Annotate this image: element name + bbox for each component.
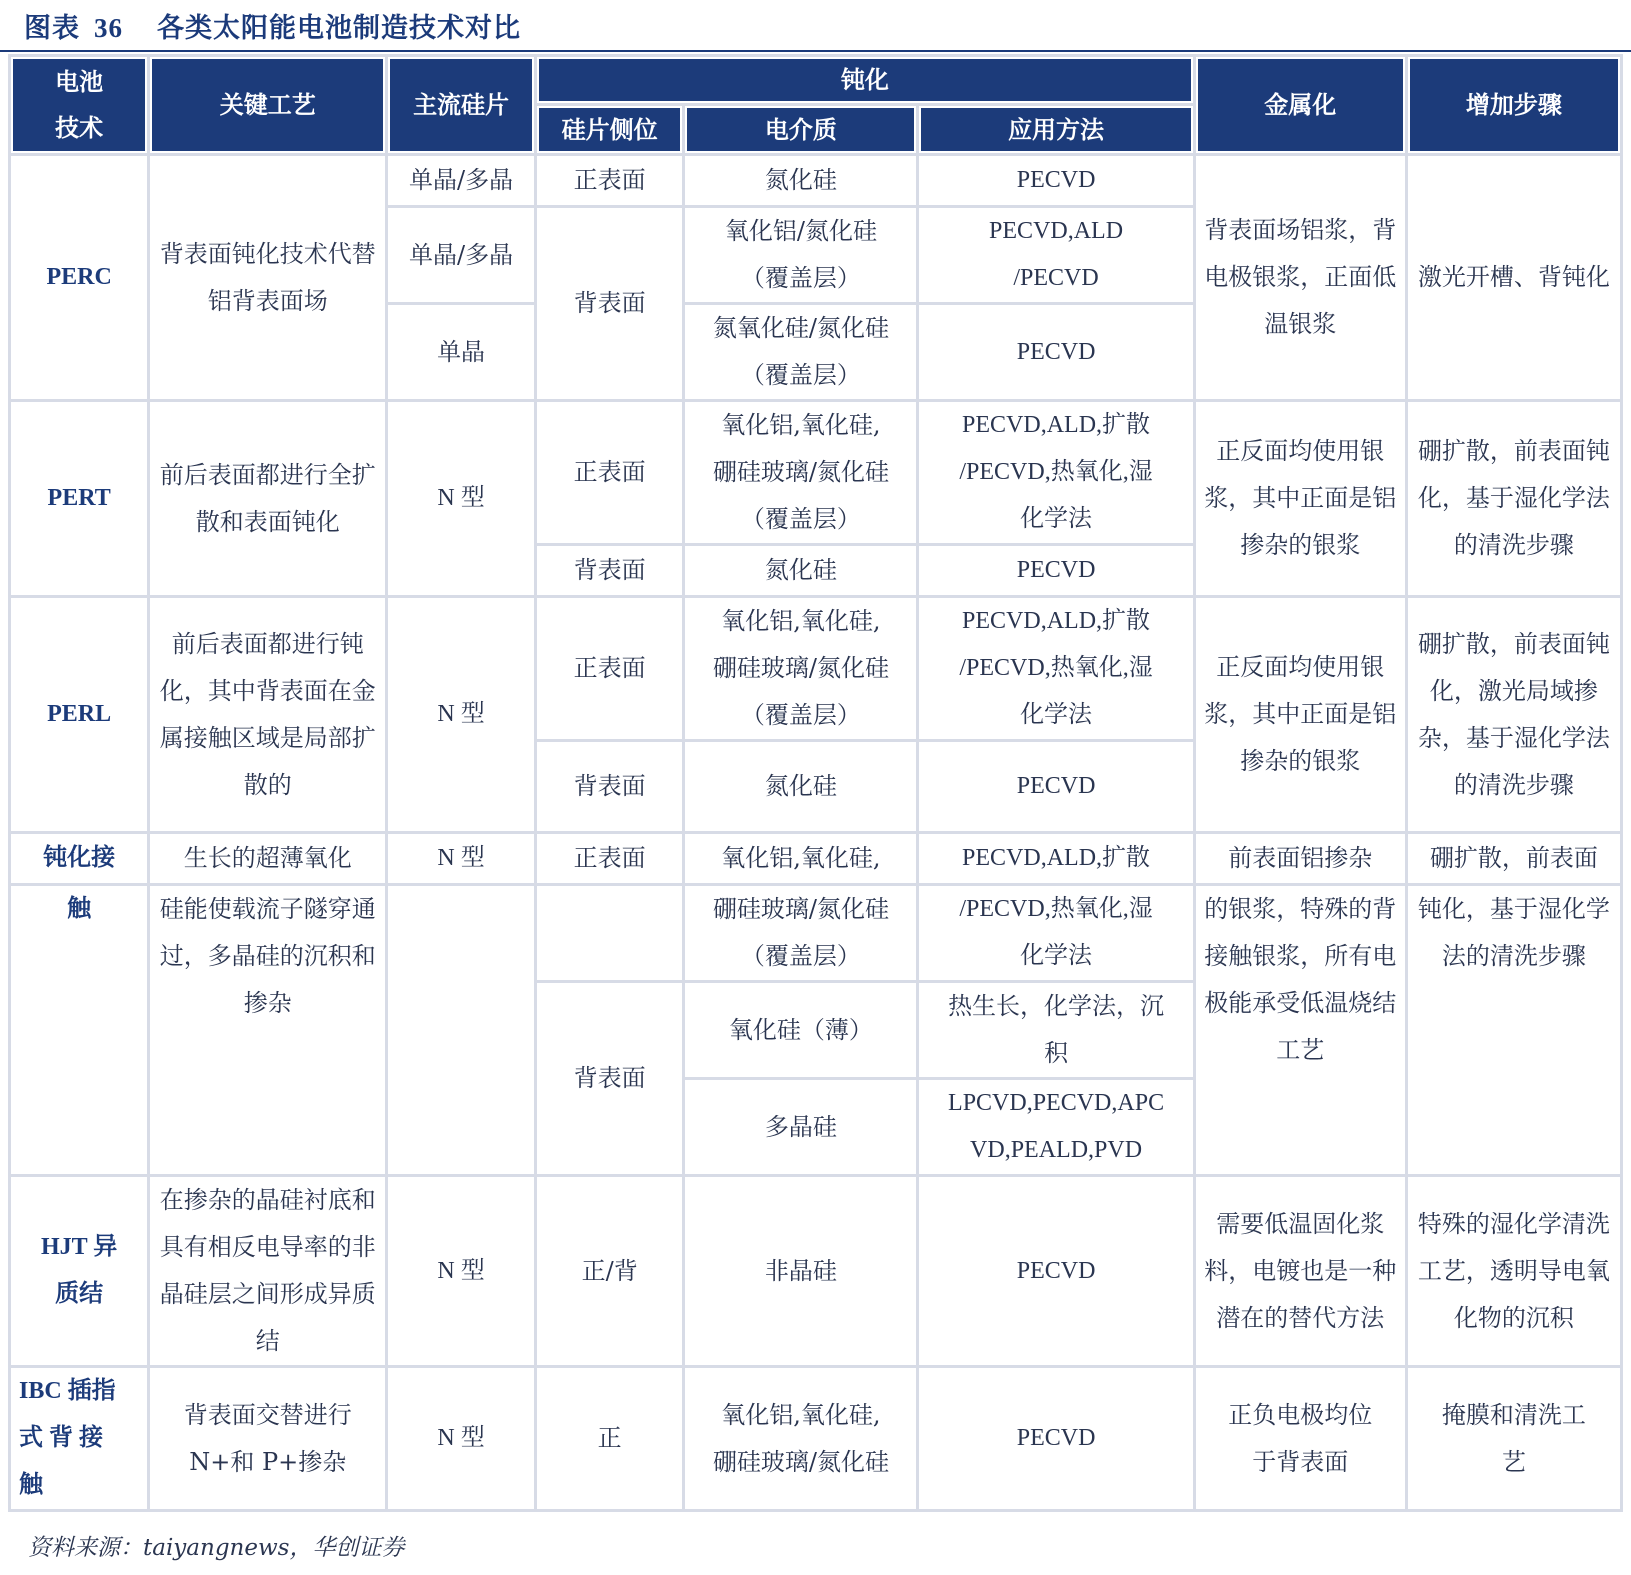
tech-pert: PERT [10,401,149,597]
dielectric-topcon-2: 氧化硅（薄） [684,982,918,1079]
tech-topcon-part1: 钝化接 [10,833,149,885]
side-perl-front: 正表面 [535,597,684,741]
extra-steps-topcon-part1: 硼扩散，前表面 [1406,833,1621,885]
process-perl: 前后表面都进行钝化，其中背表面在金属接触区域是局部扩散的 [149,597,387,833]
metallization-perl: 正反面均使用银浆，其中正面是铝掺杂的银浆 [1194,597,1406,833]
extra-steps-perl: 硼扩散，前表面钝化，激光局域掺杂，基于湿化学法的清洗步骤 [1406,597,1621,833]
dielectric-ibc: 氧化铝,氧化硅, 硼硅玻璃/氮化硅 [684,1367,918,1511]
tech-perc: PERC [10,155,149,401]
extra-steps-hjt: 特殊的湿化学清洗工艺，透明导电氧化物的沉积 [1406,1176,1621,1367]
header-tech: 电池 技术 [10,56,149,155]
process-ibc: 背表面交替进行 N+和 P+掺杂 [149,1367,387,1511]
metallization-pert: 正反面均使用银浆，其中正面是铝掺杂的银浆 [1194,401,1406,597]
process-pert: 前后表面都进行全扩散和表面钝化 [149,401,387,597]
method-pert-back: PECVD [918,545,1194,597]
method-topcon-part1: PECVD,ALD,扩散 [918,833,1194,885]
process-hjt: 在掺杂的晶硅衬底和具有相反电导率的非晶硅层之间形成异质结 [149,1176,387,1367]
method-perc-1: PECVD [918,155,1194,207]
side-topcon-back: 背表面 [535,982,684,1176]
side-topcon-front: 正表面 [535,833,684,885]
metallization-ibc: 正负电极均位 于背表面 [1194,1367,1406,1511]
extra-steps-pert: 硼扩散，前表面钝化，基于湿化学法的清洗步骤 [1406,401,1621,597]
comparison-table [8,54,1623,1512]
metallization-topcon-part2: 的银浆，特殊的背接触银浆，所有电极能承受低温烧结工艺 [1194,885,1406,1176]
figure-number: 36 [94,13,123,43]
dielectric-topcon-3: 多晶硅 [684,1079,918,1176]
method-topcon-2: 热生长，化学法，沉 积 [918,982,1194,1079]
method-perl-back: PECVD [918,741,1194,833]
side-pert-back: 背表面 [535,545,684,597]
extra-steps-perc: 激光开槽、背钝化 [1406,155,1621,401]
wafer-topcon-part2 [387,885,536,1176]
figure-prefix: 图表 [24,13,80,44]
header-side: 硅片侧位 [535,105,684,155]
process-topcon-part1: 生长的超薄氧化 [149,833,387,885]
tech-topcon-part2: 触 [10,885,149,1176]
dielectric-perc-2: 氧化铝/氮化硅 （覆盖层） [684,207,918,304]
figure-title [24,8,521,48]
header-wafer: 主流硅片 [387,56,536,155]
dielectric-perc-3: 氮氧化硅/氮化硅 （覆盖层） [684,304,918,401]
method-topcon-3: LPCVD,PECVD,APC VD,PEALD,PVD [918,1079,1194,1176]
side-perc-front: 正表面 [535,155,684,207]
wafer-perl: N 型 [387,597,536,833]
extra-steps-ibc: 掩膜和清洗工 艺 [1406,1367,1621,1511]
method-perl-front: PECVD,ALD,扩散 /PECVD,热氧化,湿 化学法 [918,597,1194,741]
header-process: 关键工艺 [149,56,387,155]
tech-ibc: IBC 插指 式 背 接 触 [10,1367,149,1511]
dielectric-hjt: 非晶硅 [684,1176,918,1367]
side-topcon-part2-empty [535,885,684,982]
header-passivation: 钝化 [535,56,1194,105]
side-hjt: 正/背 [535,1176,684,1367]
metallization-perc: 背表面场铝浆，背电极银浆，正面低温银浆 [1194,155,1406,401]
wafer-perc-1: 单晶/多晶 [387,155,536,207]
dielectric-topcon-1: 硼硅玻璃/氮化硅 （覆盖层） [684,885,918,982]
side-ibc: 正 [535,1367,684,1511]
dielectric-topcon-part1: 氧化铝,氧化硅, [684,833,918,885]
dielectric-pert-front: 氧化铝,氧化硅, 硼硅玻璃/氮化硅 （覆盖层） [684,401,918,545]
dielectric-perl-back: 氮化硅 [684,741,918,833]
side-perc-back: 背表面 [535,207,684,401]
header-method: 应用方法 [918,105,1194,155]
method-ibc: PECVD [918,1367,1194,1511]
header-metallization: 金属化 [1194,56,1406,155]
process-perc: 背表面钝化技术代替铝背表面场 [149,155,387,401]
method-perc-3: PECVD [918,304,1194,401]
figure-title-text: 各类太阳能电池制造技术对比 [157,13,521,44]
extra-steps-topcon-part2: 钝化，基于湿化学法的清洗步骤 [1406,885,1621,1176]
source-footnote: 资料来源：taiyangnews，华创证券 [28,1535,405,1561]
wafer-ibc: N 型 [387,1367,536,1511]
side-pert-front: 正表面 [535,401,684,545]
method-topcon-1: /PECVD,热氧化,湿 化学法 [918,885,1194,982]
wafer-topcon: N 型 [387,833,536,885]
wafer-pert: N 型 [387,401,536,597]
wafer-hjt: N 型 [387,1176,536,1367]
metallization-topcon-part1: 前表面铝掺杂 [1194,833,1406,885]
header-extra-steps: 增加步骤 [1406,56,1621,155]
title-rule [0,50,1631,52]
tech-perl: PERL [10,597,149,833]
process-topcon-part2: 硅能使载流子隧穿通过，多晶硅的沉积和掺杂 [149,885,387,1176]
dielectric-perl-front: 氧化铝,氧化硅, 硼硅玻璃/氮化硅 （覆盖层） [684,597,918,741]
method-perc-2: PECVD,ALD /PECVD [918,207,1194,304]
side-perl-back: 背表面 [535,741,684,833]
wafer-perc-3: 单晶 [387,304,536,401]
method-hjt: PECVD [918,1176,1194,1367]
method-pert-front: PECVD,ALD,扩散 /PECVD,热氧化,湿 化学法 [918,401,1194,545]
metallization-hjt: 需要低温固化浆料，电镀也是一种潜在的替代方法 [1194,1176,1406,1367]
dielectric-perc-1: 氮化硅 [684,155,918,207]
dielectric-pert-back: 氮化硅 [684,545,918,597]
wafer-perc-2: 单晶/多晶 [387,207,536,304]
header-dielectric: 电介质 [684,105,918,155]
tech-hjt: HJT 异 质结 [10,1176,149,1367]
